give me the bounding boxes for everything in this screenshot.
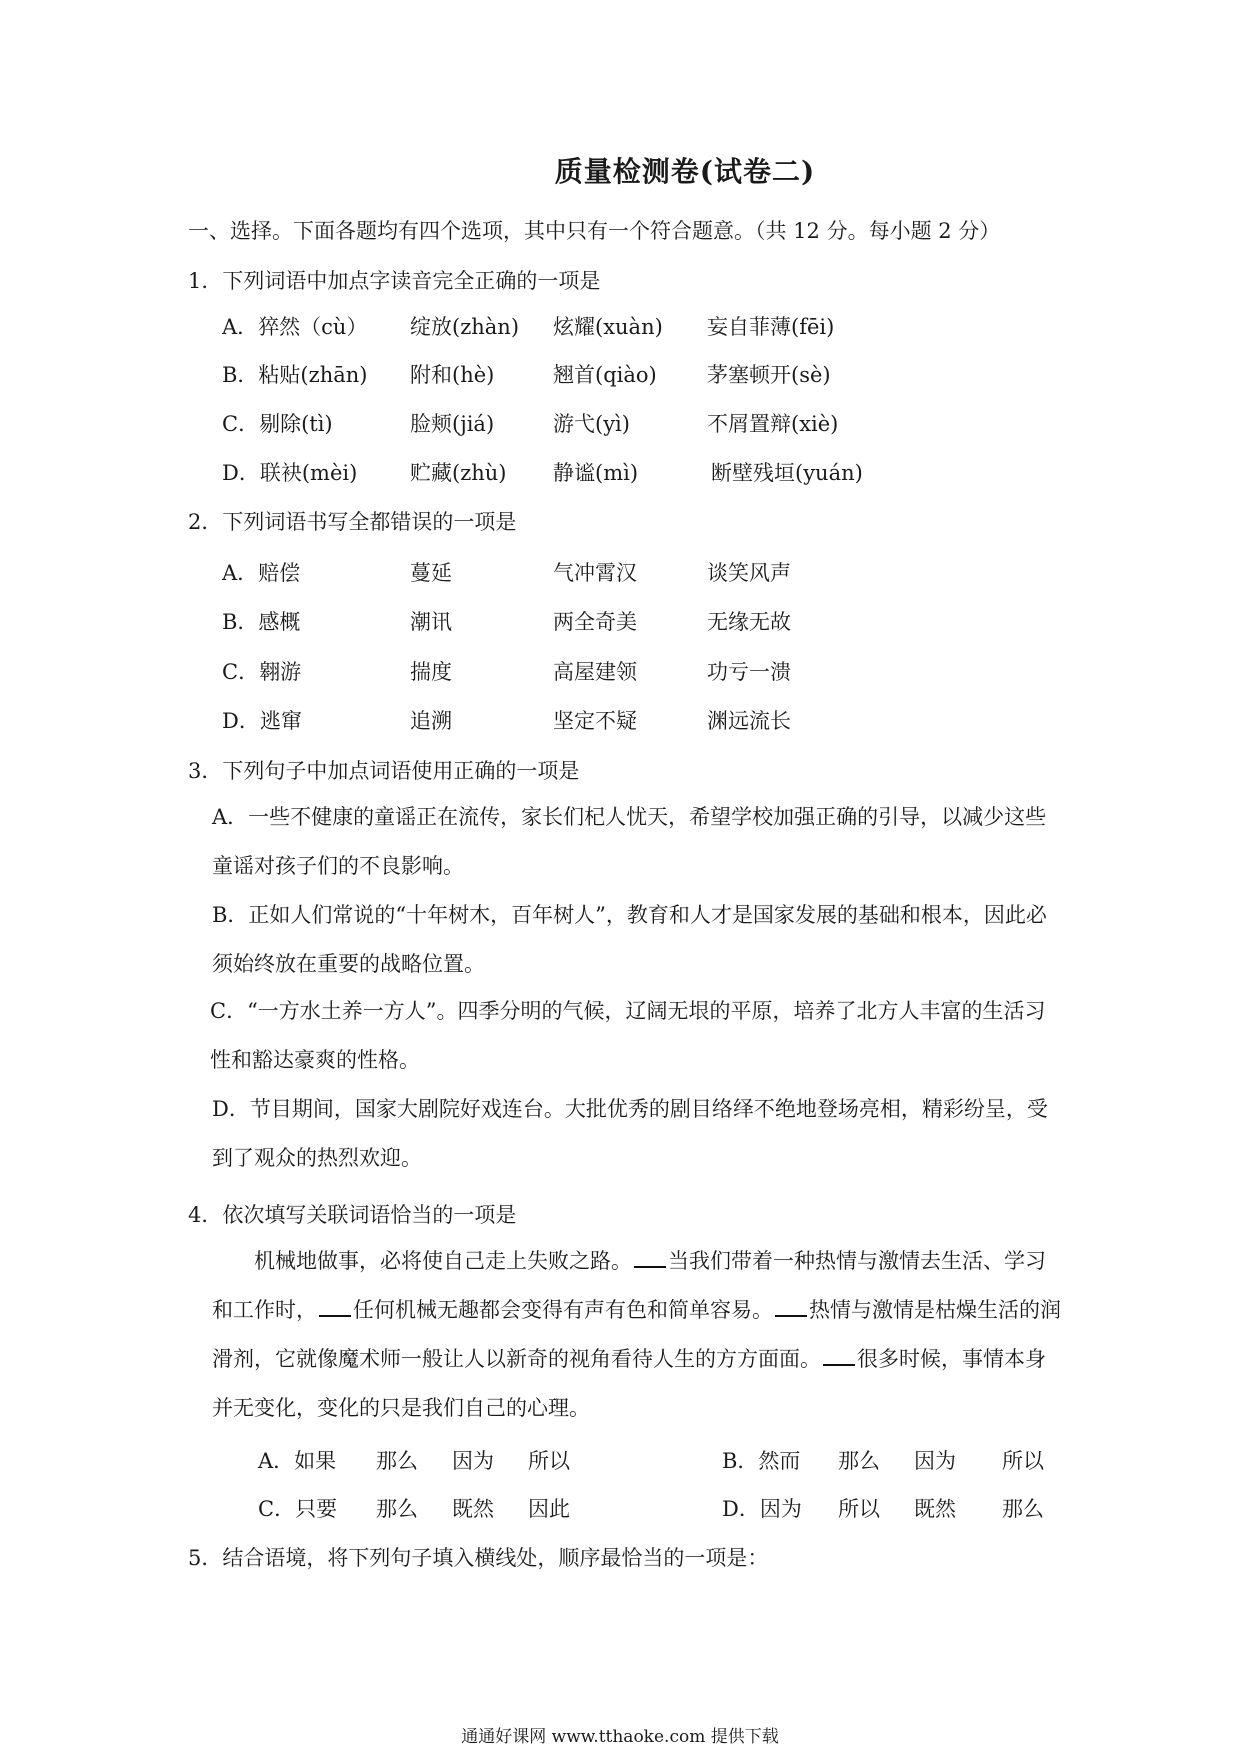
q1-option-a-word-1: A．猝然（cù） [222, 315, 368, 339]
q3-option-a-text: A．一些不健康的童谣正在流传，家长们杞人忧天，希望学校加强正确的引导，以减少这些童谣对孩子们的不良影响。 [212, 805, 1047, 878]
q4-option-b-word-4: 所以 [1002, 1449, 1044, 1473]
q2-option-d-word-4: 渊远流长 [707, 709, 791, 733]
q4-blank-3 [775, 1297, 807, 1317]
q4-option-d-word-4: 那么 [1002, 1497, 1044, 1521]
q1-option-d-word-2: 贮藏(zhù) [410, 461, 507, 485]
q2-option-d-word-3: 坚定不疑 [553, 709, 637, 733]
q2-option-b-word-1: B．感概 [222, 610, 301, 634]
q1-option-a-word-3: 炫耀(xuàn) [553, 315, 663, 339]
q2-option-b-word-3: 两全奇美 [553, 610, 637, 634]
q4-option-c-word-2: 那么 [376, 1497, 418, 1521]
q4-passage-part-2: 当我们带着一种热情与激情去生活、学习和工作时， [212, 1249, 1046, 1322]
q2-option-c-word-3: 高屋建领 [553, 660, 637, 684]
q4-option-a-word-3: 因为 [452, 1449, 494, 1473]
q4-option-d-word-3: 既然 [914, 1497, 956, 1521]
q4-option-b-word-3: 因为 [914, 1449, 956, 1473]
q1-option-c-word-3: 游弋(yì) [553, 412, 630, 436]
page-footer: 通通好课网 www.tthaoke.com 提供下载 [461, 1727, 779, 1747]
q2-option-c-word-1: C．翱游 [222, 660, 302, 684]
q4-option-c-word-4: 因此 [528, 1497, 570, 1521]
q3-option-c [210, 987, 1064, 1085]
q1-option-b-word-2: 附和(hè) [410, 363, 495, 387]
q1-option-b-word-4: 茅塞顿开(sè) [707, 363, 831, 387]
q4-option-d-word-1: D．因为 [722, 1497, 802, 1521]
q3-option-c-text: C．“一方水土养一方人”。四季分明的气候，辽阔无垠的平原，培养了北方人丰富的生活习性和豁达豪爽的性格。 [210, 999, 1046, 1072]
q4-option-a-word-1: A．如果 [258, 1449, 337, 1473]
q1-option-d-word-1: D．联袂(mèi) [222, 461, 358, 485]
q2-option-b-word-2: 潮讯 [410, 610, 452, 634]
question-1-stem: 1．下列词语中加点字读音完全正确的一项是 [188, 269, 601, 293]
q2-option-d-word-1: D．逃窜 [222, 709, 302, 733]
q1-option-a-word-4: 妄自菲薄(fēi) [707, 315, 835, 339]
q3-option-d [212, 1085, 1064, 1183]
q1-option-b-word-3: 翘首(qiào) [553, 363, 657, 387]
q4-blank-1 [634, 1248, 666, 1268]
q3-option-a [212, 793, 1064, 891]
section-heading: 一、选择。下面各题均有四个选项，其中只有一个符合题意。（共 12 分。每小题 2 分） [188, 219, 1001, 243]
q2-option-c-word-2: 揣度 [410, 660, 452, 684]
q4-option-d-word-2: 所以 [838, 1497, 880, 1521]
q4-blank-2 [319, 1297, 351, 1317]
q4-option-b-word-1: B．然而 [722, 1449, 801, 1473]
q2-option-a-word-2: 蔓延 [410, 561, 452, 585]
q4-passage-part-3: 任何机械无趣都会变得有声有色和简单容易。 [353, 1298, 773, 1322]
q2-option-a-word-4: 谈笑风声 [707, 561, 791, 585]
q4-option-b-word-2: 那么 [838, 1449, 880, 1473]
q1-option-d-word-4: 断壁残垣(yuán) [711, 461, 863, 485]
q1-option-c-word-4: 不屑置辩(xiè) [707, 412, 839, 436]
q1-option-a-word-2: 绽放(zhàn) [410, 315, 520, 339]
page-title: 质量检测卷(试卷二) [554, 155, 816, 188]
q1-option-c-word-1: C．剔除(tì) [222, 412, 333, 436]
q2-option-d-word-2: 追溯 [410, 709, 452, 733]
q4-passage-part-1: 机械地做事，必将使自己走上失败之路。 [254, 1249, 632, 1273]
question-3-stem: 3．下列句子中加点词语使用正确的一项是 [188, 759, 580, 783]
q4-option-c-word-3: 既然 [452, 1497, 494, 1521]
q2-option-c-word-4: 功亏一溃 [707, 660, 791, 684]
q4-passage [212, 1237, 1064, 1433]
q3-option-b [212, 891, 1064, 989]
q2-option-a-word-1: A．赔偿 [222, 561, 301, 585]
q1-option-c-word-2: 脸颊(jiá) [410, 412, 495, 436]
question-5-stem: 5．结合语境，将下列句子填入横线处，顺序最恰当的一项是： [188, 1546, 769, 1570]
question-2-stem: 2．下列词语书写全都错误的一项是 [188, 510, 517, 534]
q3-option-d-text: D．节目期间，国家大剧院好戏连台。大批优秀的剧目络绎不绝地登场亮相，精彩纷呈，受到了观众的热烈欢迎。 [212, 1097, 1048, 1170]
q4-option-c-word-1: C．只要 [258, 1497, 338, 1521]
q3-option-b-text: B．正如人们常说的“十年树木，百年树人”，教育和人才是国家发展的基础和根本，因此必须始终放在重要的战略位置。 [212, 903, 1047, 976]
q1-option-d-word-3: 静谧(mì) [553, 461, 639, 485]
question-4-stem: 4．依次填写关联词语恰当的一项是 [188, 1203, 517, 1227]
q4-passage-part-4: 热情与激情是枯燥生活的润滑剂，它就像魔术师一般让人以新奇的视角看待人生的方方面面。 [212, 1298, 1061, 1371]
q4-option-a-word-4: 所以 [528, 1449, 570, 1473]
q2-option-a-word-3: 气冲霄汉 [553, 561, 637, 585]
q1-option-b-word-1: B．粘贴(zhān) [222, 363, 368, 387]
q4-blank-4 [823, 1346, 855, 1366]
q2-option-b-word-4: 无缘无故 [707, 610, 791, 634]
q4-passage-part-5: 很多时候，事情本身并无变化，变化的只是我们自己的心理。 [212, 1347, 1046, 1420]
q4-option-a-word-2: 那么 [376, 1449, 418, 1473]
